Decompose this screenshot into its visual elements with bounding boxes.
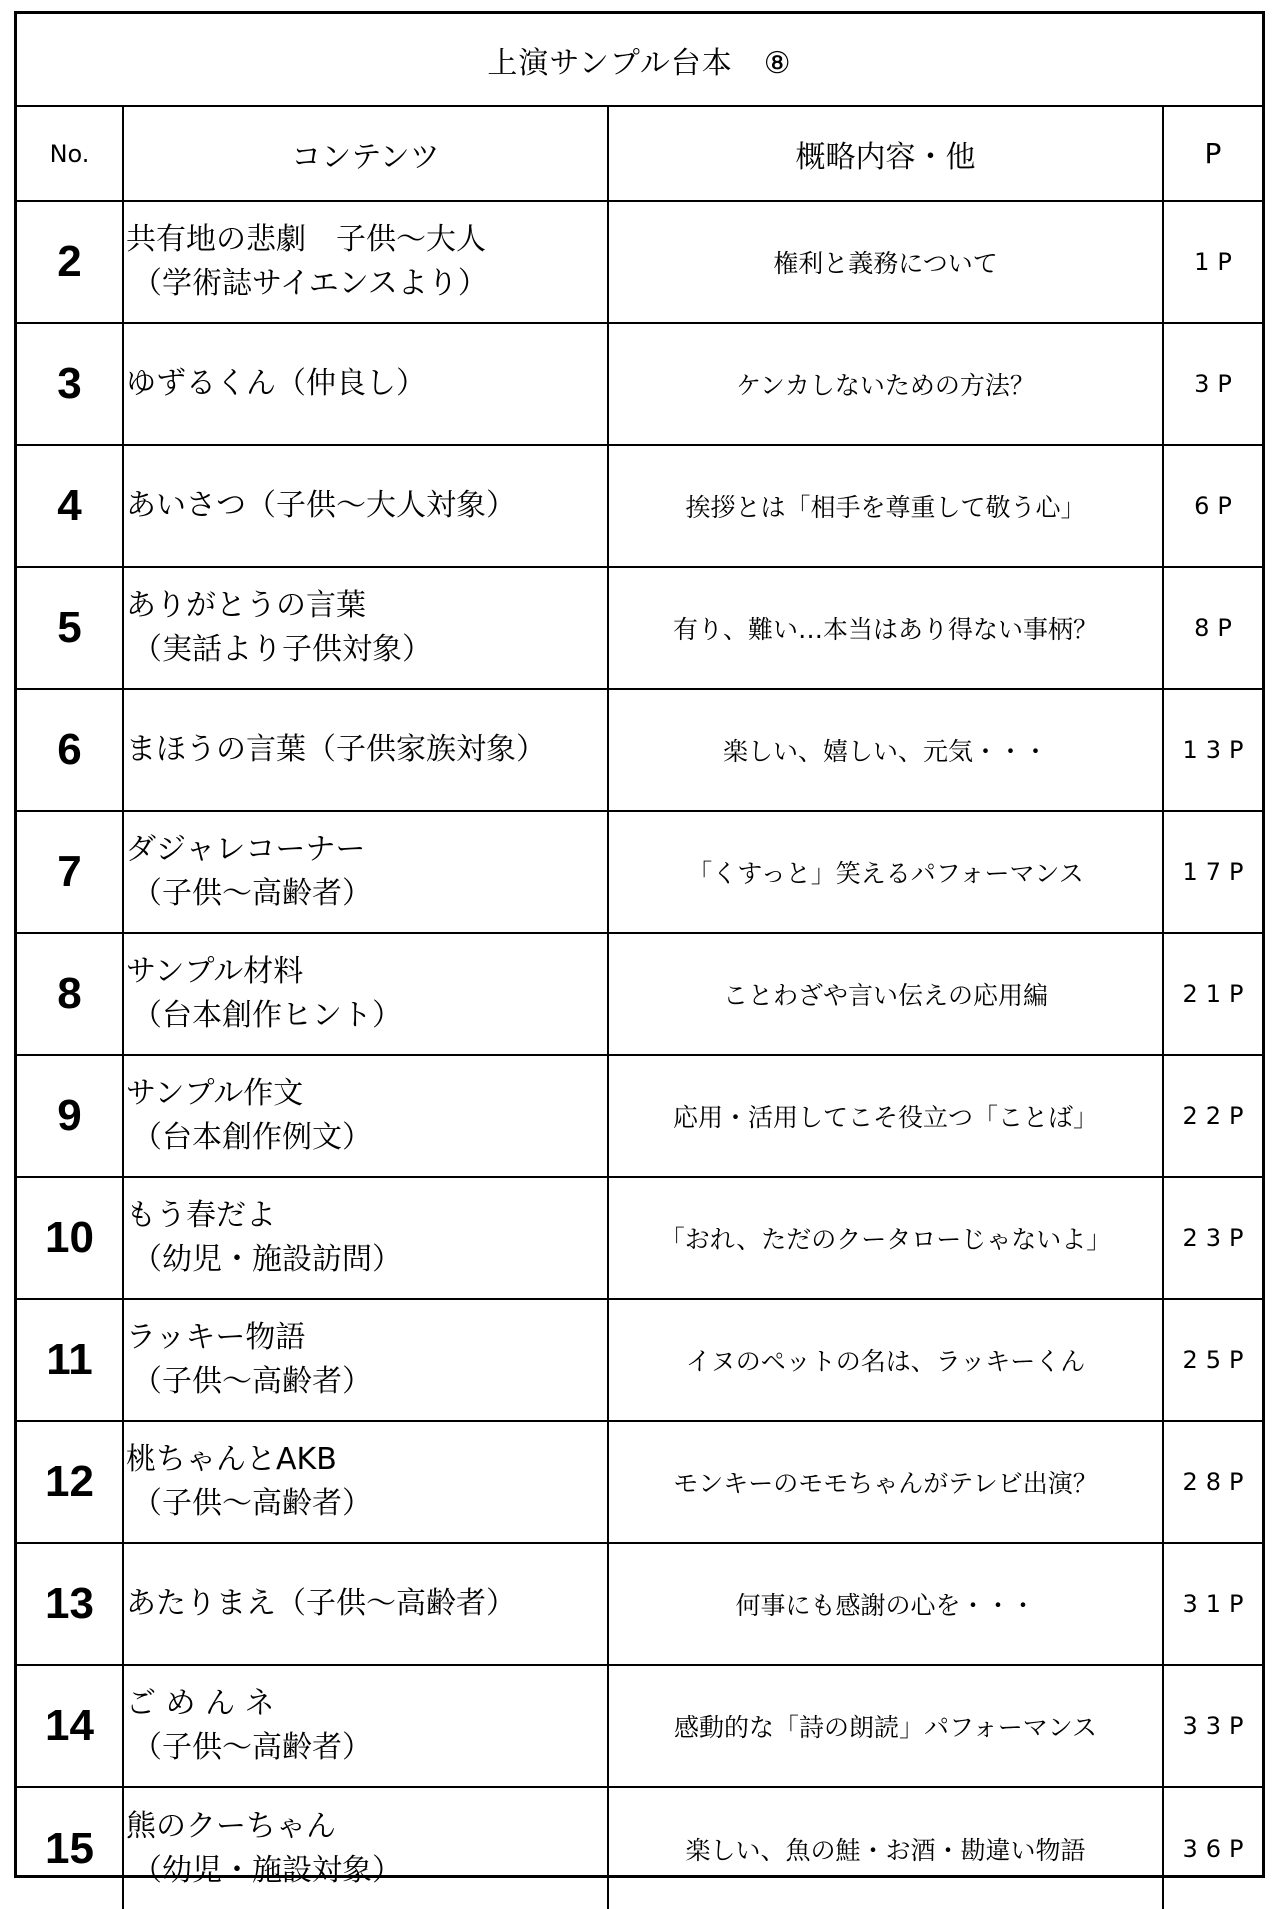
document-frame xyxy=(14,11,1265,1888)
row-number: 7 xyxy=(17,811,123,933)
content-subtitle: （子供～高齢者） xyxy=(132,1730,372,1765)
row-number: 11 xyxy=(17,1299,123,1421)
header-page: P xyxy=(1163,107,1262,201)
content-subtitle: （幼児・施設対象） xyxy=(132,1852,402,1888)
row-page: 31P xyxy=(1163,1543,1262,1665)
content-subtitle: （子供～高齢者） xyxy=(132,1486,372,1521)
row-number: 4 xyxy=(17,445,123,567)
content-subtitle: （台本創作例文） xyxy=(132,1120,372,1155)
row-summary: 何事にも感謝の心を・・・ xyxy=(608,1543,1163,1665)
row-number: 15 xyxy=(17,1787,123,1909)
row-summary: モンキーのモモちゃんがテレビ出演？ xyxy=(608,1421,1163,1543)
row-page: 22P xyxy=(1163,1055,1262,1177)
row-content xyxy=(123,689,608,811)
row-summary: 挨拶とは「相手を尊重して敬う心」 xyxy=(608,445,1163,567)
row-content xyxy=(123,323,608,445)
header-content: コンテンツ xyxy=(123,107,608,201)
row-page: 28P xyxy=(1163,1421,1262,1543)
table-row xyxy=(17,567,1262,689)
row-content xyxy=(123,1787,608,1909)
row-summary: 応用・活用してこそ役立つ「ことば」 xyxy=(608,1055,1163,1177)
row-summary: 感動的な「詩の朗読」パフォーマンス xyxy=(608,1665,1163,1787)
content-subtitle: （子供～高齢者） xyxy=(132,876,372,911)
table-row xyxy=(17,1421,1262,1543)
row-number: 9 xyxy=(17,1055,123,1177)
row-content xyxy=(123,1665,608,1787)
row-summary: ことわざや言い伝えの応用編 xyxy=(608,933,1163,1055)
content-title: 桃ちゃんとAKB xyxy=(126,1442,337,1477)
row-summary: 楽しい、嬉しい、元気・・・ xyxy=(608,689,1163,811)
row-page: 17P xyxy=(1163,811,1262,933)
header-no: No. xyxy=(17,107,123,201)
header-summary: 概略内容・他 xyxy=(608,107,1163,201)
row-summary: 「くすっと」笑えるパフォーマンス xyxy=(608,811,1163,933)
row-page: 33P xyxy=(1163,1665,1262,1787)
content-title: ありがとうの言葉 xyxy=(126,588,366,623)
content-subtitle: （幼児・施設訪問） xyxy=(132,1242,402,1277)
row-number: 6 xyxy=(17,689,123,811)
row-page: 23P xyxy=(1163,1177,1262,1299)
row-content xyxy=(123,1177,608,1299)
row-content xyxy=(123,567,608,689)
row-content xyxy=(123,811,608,933)
row-number: 3 xyxy=(17,323,123,445)
content-subtitle: （子供～高齢者） xyxy=(132,1364,372,1399)
content-title: まほうの言葉（子供家族対象） xyxy=(126,732,546,767)
row-number: 13 xyxy=(17,1543,123,1665)
content-title: サンプル材料 xyxy=(126,954,304,989)
table-row xyxy=(17,1055,1262,1177)
row-number: 10 xyxy=(17,1177,123,1299)
row-summary: 「おれ、ただのクータローじゃないよ」 xyxy=(608,1177,1163,1299)
table-row xyxy=(17,1787,1262,1909)
row-summary: ケンカしないための方法？ xyxy=(608,323,1163,445)
row-page: 25P xyxy=(1163,1299,1262,1421)
content-subtitle: （学術誌サイエンスより） xyxy=(132,266,488,301)
table-row xyxy=(17,811,1262,933)
row-content xyxy=(123,1543,608,1665)
content-subtitle: （台本創作ヒント） xyxy=(132,998,402,1033)
page-title: 上演サンプル台本 ⑧ xyxy=(17,14,1262,107)
row-page: 3P xyxy=(1163,323,1262,445)
row-page: 1P xyxy=(1163,201,1262,323)
row-content xyxy=(123,201,608,323)
table-row xyxy=(17,1665,1262,1787)
table-row xyxy=(17,933,1262,1055)
content-title: サンプル作文 xyxy=(126,1076,304,1111)
contents-table xyxy=(17,107,1262,1909)
header-row xyxy=(17,107,1262,201)
content-title: あいさつ（子供～大人対象） xyxy=(126,488,516,523)
content-title: ご め ん ネ xyxy=(126,1686,275,1721)
row-page: 21P xyxy=(1163,933,1262,1055)
table-row xyxy=(17,1177,1262,1299)
row-summary: 楽しい、魚の鮭・お酒・勘違い物語 xyxy=(608,1787,1163,1909)
row-summary: 権利と義務について xyxy=(608,201,1163,323)
row-content xyxy=(123,445,608,567)
content-title: もう春だよ xyxy=(126,1198,276,1233)
content-title: 共有地の悲劇 子供～大人 xyxy=(126,222,486,257)
row-number: 14 xyxy=(17,1665,123,1787)
content-title: 熊のクーちゃん xyxy=(126,1808,336,1844)
row-page: 8P xyxy=(1163,567,1262,689)
row-content xyxy=(123,1055,608,1177)
row-content xyxy=(123,1421,608,1543)
table-row xyxy=(17,1299,1262,1421)
content-title: ダジャレコーナー xyxy=(126,832,366,867)
row-number: 2 xyxy=(17,201,123,323)
content-title: あたりまえ（子供～高齢者） xyxy=(126,1586,516,1621)
table-row xyxy=(17,201,1262,323)
content-title: ラッキー物語 xyxy=(126,1320,306,1355)
row-page: 13P xyxy=(1163,689,1262,811)
row-content xyxy=(123,1299,608,1421)
row-content xyxy=(123,933,608,1055)
row-page: 36P xyxy=(1163,1787,1262,1909)
row-number: 5 xyxy=(17,567,123,689)
row-number: 12 xyxy=(17,1421,123,1543)
row-summary: 有り、難い…本当はあり得ない事柄？ xyxy=(608,567,1163,689)
row-number: 8 xyxy=(17,933,123,1055)
table-row xyxy=(17,323,1262,445)
table-row xyxy=(17,445,1262,567)
content-subtitle: （実話より子供対象） xyxy=(132,632,432,667)
table-row xyxy=(17,689,1262,811)
row-page: 6P xyxy=(1163,445,1262,567)
content-title: ゆずるくん（仲良し） xyxy=(126,366,426,401)
row-summary: イヌのペットの名は、ラッキーくん xyxy=(608,1299,1163,1421)
table-row xyxy=(17,1543,1262,1665)
